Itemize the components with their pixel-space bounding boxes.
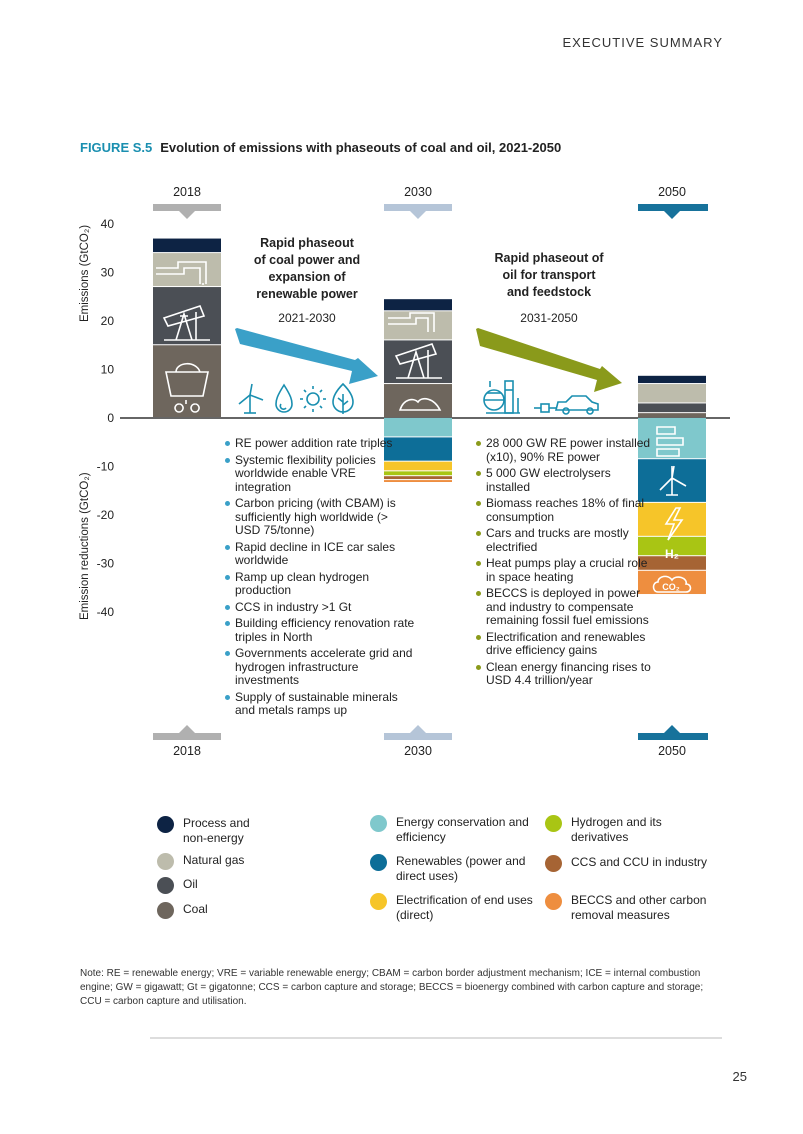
year-marker-bottom — [384, 733, 452, 740]
legend-label: Electrification of end uses (direct) — [396, 893, 533, 922]
y-tick-label: -30 — [96, 556, 114, 571]
phase-2-period: 2031-2050 — [520, 311, 578, 325]
refinery-icon — [484, 381, 520, 413]
bar-segment-coal — [638, 413, 706, 417]
measure-2031-2050-item: 5 000 GW electrolysers installed — [476, 467, 656, 494]
transport-icons — [484, 381, 598, 414]
year-marker-top — [384, 204, 452, 211]
bar-segment-natural-gas — [384, 311, 452, 339]
ev-car-icon — [534, 396, 598, 414]
bar-segment-coal — [153, 345, 221, 417]
measure-2031-2050-item: Heat pumps play a crucial role in space heating — [476, 557, 656, 584]
legend-swatch — [157, 877, 174, 894]
year-marker-top — [153, 204, 221, 211]
measures-2021-2030-list — [225, 437, 415, 721]
measure-2021-2030-item: Carbon pricing (with CBAM) is sufficiently high worldwide (> USD 75/tonne) — [225, 497, 415, 538]
phase-1-title-line: renewable power — [256, 287, 358, 301]
legend-label: Oil — [183, 877, 198, 891]
year-marker-bottom-arrow — [410, 725, 426, 733]
bar-segment-process-and-non-energy — [384, 299, 452, 310]
year-label-bottom: 2030 — [404, 744, 432, 758]
phase-1-title-line: of coal power and — [253, 253, 361, 267]
measure-2031-2050-item: Biomass reaches 18% of final consumption — [476, 497, 656, 524]
sun-icon — [300, 386, 326, 412]
measure-2021-2030-item: RE power addition rate triples — [225, 437, 415, 451]
bar-segment-oil — [384, 340, 452, 383]
y-tick-label: 40 — [100, 217, 114, 231]
page-number: 25 — [732, 1069, 747, 1084]
section-header: EXECUTIVE SUMMARY — [562, 35, 723, 50]
y-tick-label: -20 — [96, 508, 114, 522]
measure-2021-2030-item: Rapid decline in ICE car sales worldwide — [225, 541, 415, 568]
legend-swatch — [157, 816, 174, 833]
legend-label: CCS and CCU in industry — [571, 855, 708, 869]
renewables-icons — [239, 384, 353, 414]
measure-2021-2030-item: Building efficiency renovation rate triples in North — [225, 617, 415, 644]
measure-2031-2050-item: Clean energy financing rises to USD 4.4 trillion/year — [476, 661, 656, 688]
legend-label: Natural gas — [183, 853, 245, 867]
year-marker-top-arrow — [410, 211, 426, 219]
legend-item — [157, 853, 267, 870]
year-label-bottom: 2018 — [173, 744, 201, 758]
phase-1-title — [228, 235, 386, 303]
year-marker-bottom — [638, 733, 708, 740]
measure-2021-2030-item: Systemic flexibility policies worldwide enable VRE integration — [225, 454, 415, 495]
legend-item — [545, 855, 720, 872]
legend-label: Renewables (power and direct uses) — [396, 854, 526, 883]
year-marker-top — [638, 204, 708, 211]
legend-item — [157, 902, 267, 919]
tree-icon — [333, 384, 353, 414]
figure-title-text: Evolution of emissions with phaseouts of coal and oil, 2021-2050 — [160, 140, 562, 155]
bar-segment-natural-gas — [153, 253, 221, 286]
legend-label: BECCS and other carbon removal measures — [571, 893, 707, 922]
y-tick-label: 30 — [100, 265, 114, 280]
legend-item — [157, 816, 267, 846]
legend-label: Process and non-energy — [183, 816, 250, 845]
legend-swatch — [157, 853, 174, 870]
water-drop-icon — [276, 385, 292, 412]
year-marker-bottom-arrow — [664, 725, 680, 733]
measure-2031-2050-item: BECCS is deployed in power and industry to compensate remaining fossil fuel emissions — [476, 587, 656, 628]
phase-arrow-1 — [235, 328, 378, 384]
legend-item — [370, 854, 545, 884]
measure-2021-2030-item: CCS in industry >1 Gt — [225, 601, 415, 615]
legend-swatch — [157, 902, 174, 919]
legend-label: Coal — [183, 902, 208, 916]
measure-2021-2030-item: Supply of sustainable minerals and metals ramps up — [225, 691, 415, 718]
measure-2031-2050-item: Cars and trucks are mostly electrified — [476, 527, 656, 554]
legend-item — [370, 893, 545, 923]
year-label-top: 2050 — [658, 185, 686, 199]
measure-2031-2050-item: 28 000 GW RE power installed (x10), 90% RE power — [476, 437, 656, 464]
figure-note: Note: RE = renewable energy; VRE = variable renewable energy; CBAM = carbon border adjustment mechanism; ICE = internal combustion engine; GW = gigawatt; Gt = gigatonne; CCS = carbon capture and storage; BECCS = bioenergy combined with carbon capture and storage; CCU = carbon capture and utilisation. — [80, 968, 704, 1007]
phase-1-title-line: Rapid phaseout — [260, 236, 354, 250]
footer-divider — [150, 1037, 722, 1039]
y-tick-label: 20 — [100, 314, 114, 328]
y-tick-label: -40 — [96, 605, 114, 619]
year-label-top: 2030 — [404, 185, 432, 199]
y-tick-label: -10 — [96, 459, 114, 474]
legend-item — [545, 815, 720, 845]
measures-2031-2050-list — [476, 437, 656, 691]
legend-label: Energy conservation and efficiency — [396, 815, 529, 844]
emissions-axis-title: Emissions (GtCO₂) — [79, 224, 91, 322]
legend-swatch — [545, 855, 562, 872]
legend-swatch — [370, 893, 387, 910]
bar-segment-energy-conservation-and-efficiency — [384, 418, 452, 436]
phase-2-title-line: oil for transport — [502, 268, 596, 282]
bar-segment-oil — [638, 403, 706, 412]
phase-1-title-line: expansion of — [268, 270, 346, 284]
phase-2-title-line: Rapid phaseout of — [494, 251, 604, 265]
wind-turbine-icon — [239, 384, 263, 413]
year-marker-top-arrow — [664, 211, 680, 219]
reductions-axis-title: Emission reductions (GtCO₂) — [79, 472, 91, 620]
y-tick-label: 10 — [100, 362, 114, 377]
legend-label: Hydrogen and its derivatives — [571, 815, 662, 844]
year-marker-bottom-arrow — [179, 725, 195, 733]
bar-segment-process-and-non-energy — [153, 239, 221, 253]
year-marker-top-arrow — [179, 211, 195, 219]
phase-arrow-2 — [476, 328, 622, 392]
y-tick-label: 0 — [107, 411, 114, 425]
year-marker-bottom — [153, 733, 221, 740]
hydrogen-icon: H₂ — [665, 547, 679, 561]
phase-1-period: 2021-2030 — [278, 311, 336, 325]
bar-segment-process-and-non-energy — [638, 376, 706, 383]
co2-icon-text: CO₂ — [662, 582, 680, 592]
legend-swatch — [545, 893, 562, 910]
legend-swatch — [370, 854, 387, 871]
measure-2021-2030-item: Ramp up clean hydrogen production — [225, 571, 415, 598]
phase-2-title-line: and feedstock — [506, 285, 592, 299]
bar-segment-coal — [384, 384, 452, 417]
legend-item — [370, 815, 545, 845]
legend-swatch — [545, 815, 562, 832]
phase-2-title — [470, 250, 628, 301]
legend-item — [157, 877, 267, 894]
figure-label: FIGURE S.5 — [80, 140, 153, 155]
year-label-bottom: 2050 — [658, 744, 686, 758]
legend-swatch — [370, 815, 387, 832]
bar-segment-natural-gas — [638, 384, 706, 402]
measure-2021-2030-item: Governments accelerate grid and hydrogen infrastructure investments — [225, 647, 415, 688]
measure-2031-2050-item: Electrification and renewables drive efficiency gains — [476, 631, 656, 658]
year-label-top: 2018 — [173, 185, 201, 199]
legend-item — [545, 893, 720, 923]
